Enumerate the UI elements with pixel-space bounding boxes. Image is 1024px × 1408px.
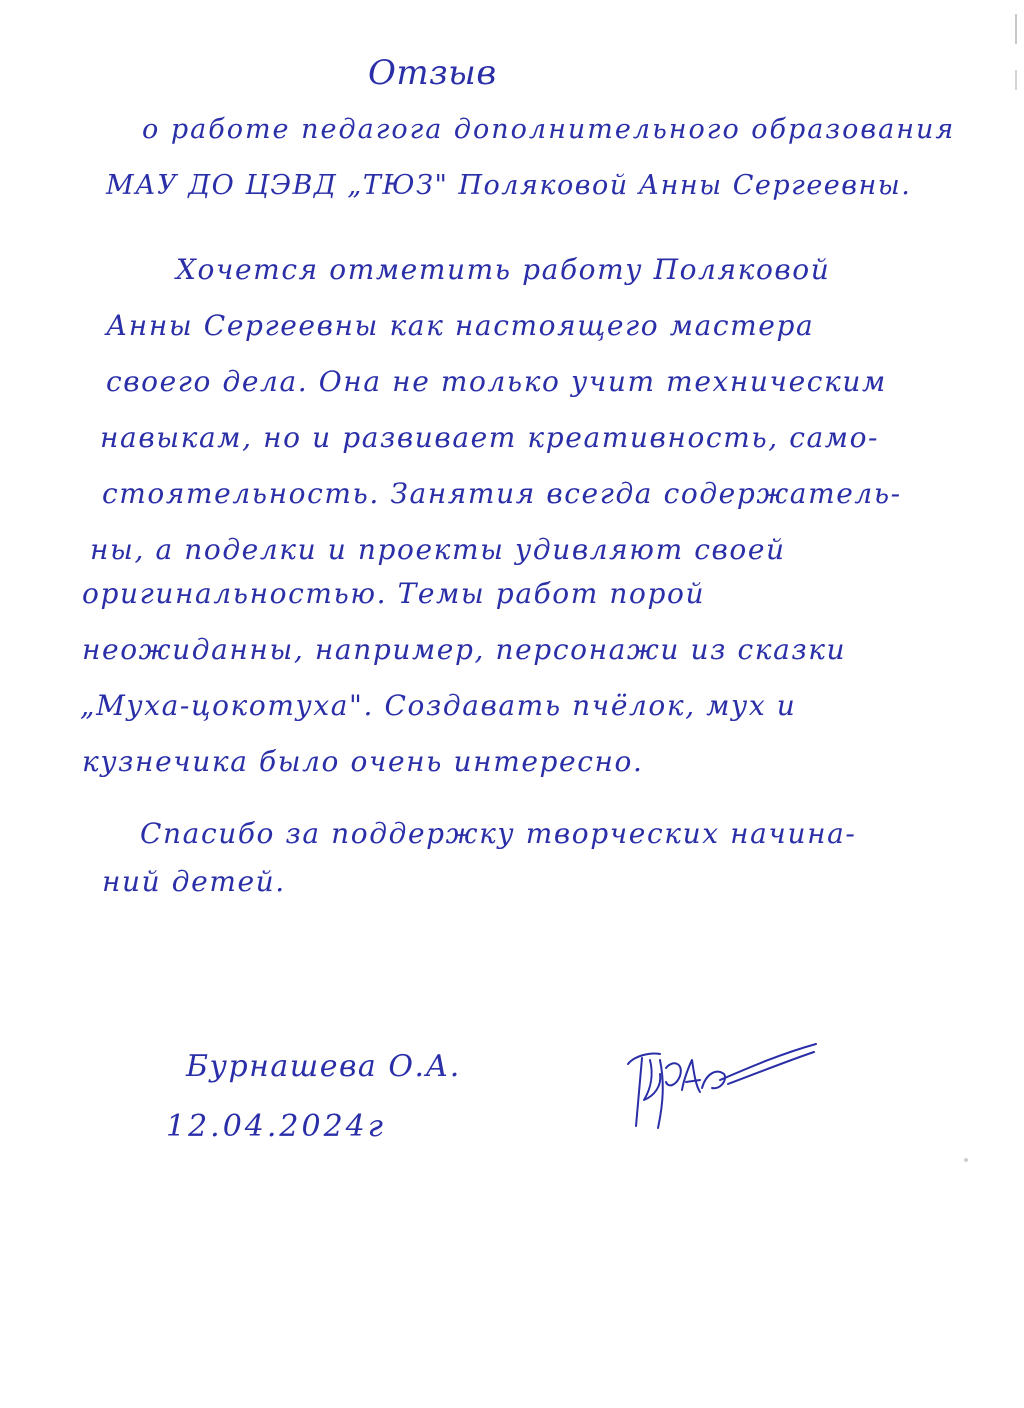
document-heading: Отзыв <box>368 53 497 93</box>
document-date: 12.04.2024г <box>166 1109 386 1144</box>
body-line: навыкам, но и развивает креативность, само- <box>100 421 880 454</box>
scan-speck <box>964 1158 968 1162</box>
handwritten-signature <box>620 1030 820 1140</box>
body-line: оригинальностью. Темы работ порой <box>82 577 706 610</box>
body-line: Анны Сергеевны как настоящего мастера <box>106 309 815 342</box>
body-line: кузнечика было очень интересно. <box>82 745 644 778</box>
thanks-line: Спасибо за поддержку творческих начина- <box>140 817 857 850</box>
body-line: ны, а поделки и проекты удивляют своей <box>90 533 786 566</box>
body-line: „Муха-цокотуха". Создавать пчёлок, мух и <box>80 689 797 722</box>
thanks-line: ний детей. <box>102 865 286 898</box>
scan-edge-mark <box>1015 70 1017 90</box>
scan-edge-mark <box>1015 14 1017 44</box>
document-subheading-line-1: о работе педагога дополнительного образования <box>142 114 956 145</box>
body-line: Хочется отметить работу Поляковой <box>176 253 831 286</box>
author-name: Бурнашева О.А. <box>186 1049 461 1084</box>
body-line: своего дела. Она не только учит техническим <box>106 365 887 398</box>
document-subheading-line-2: МАУ ДО ЦЭВД „ТЮЗ" Поляковой Анны Сергеевны. <box>106 170 912 201</box>
body-line: стоятельность. Занятия всегда содержатель- <box>102 477 902 510</box>
body-line: неожиданны, например, персонажи из сказки <box>82 633 847 666</box>
